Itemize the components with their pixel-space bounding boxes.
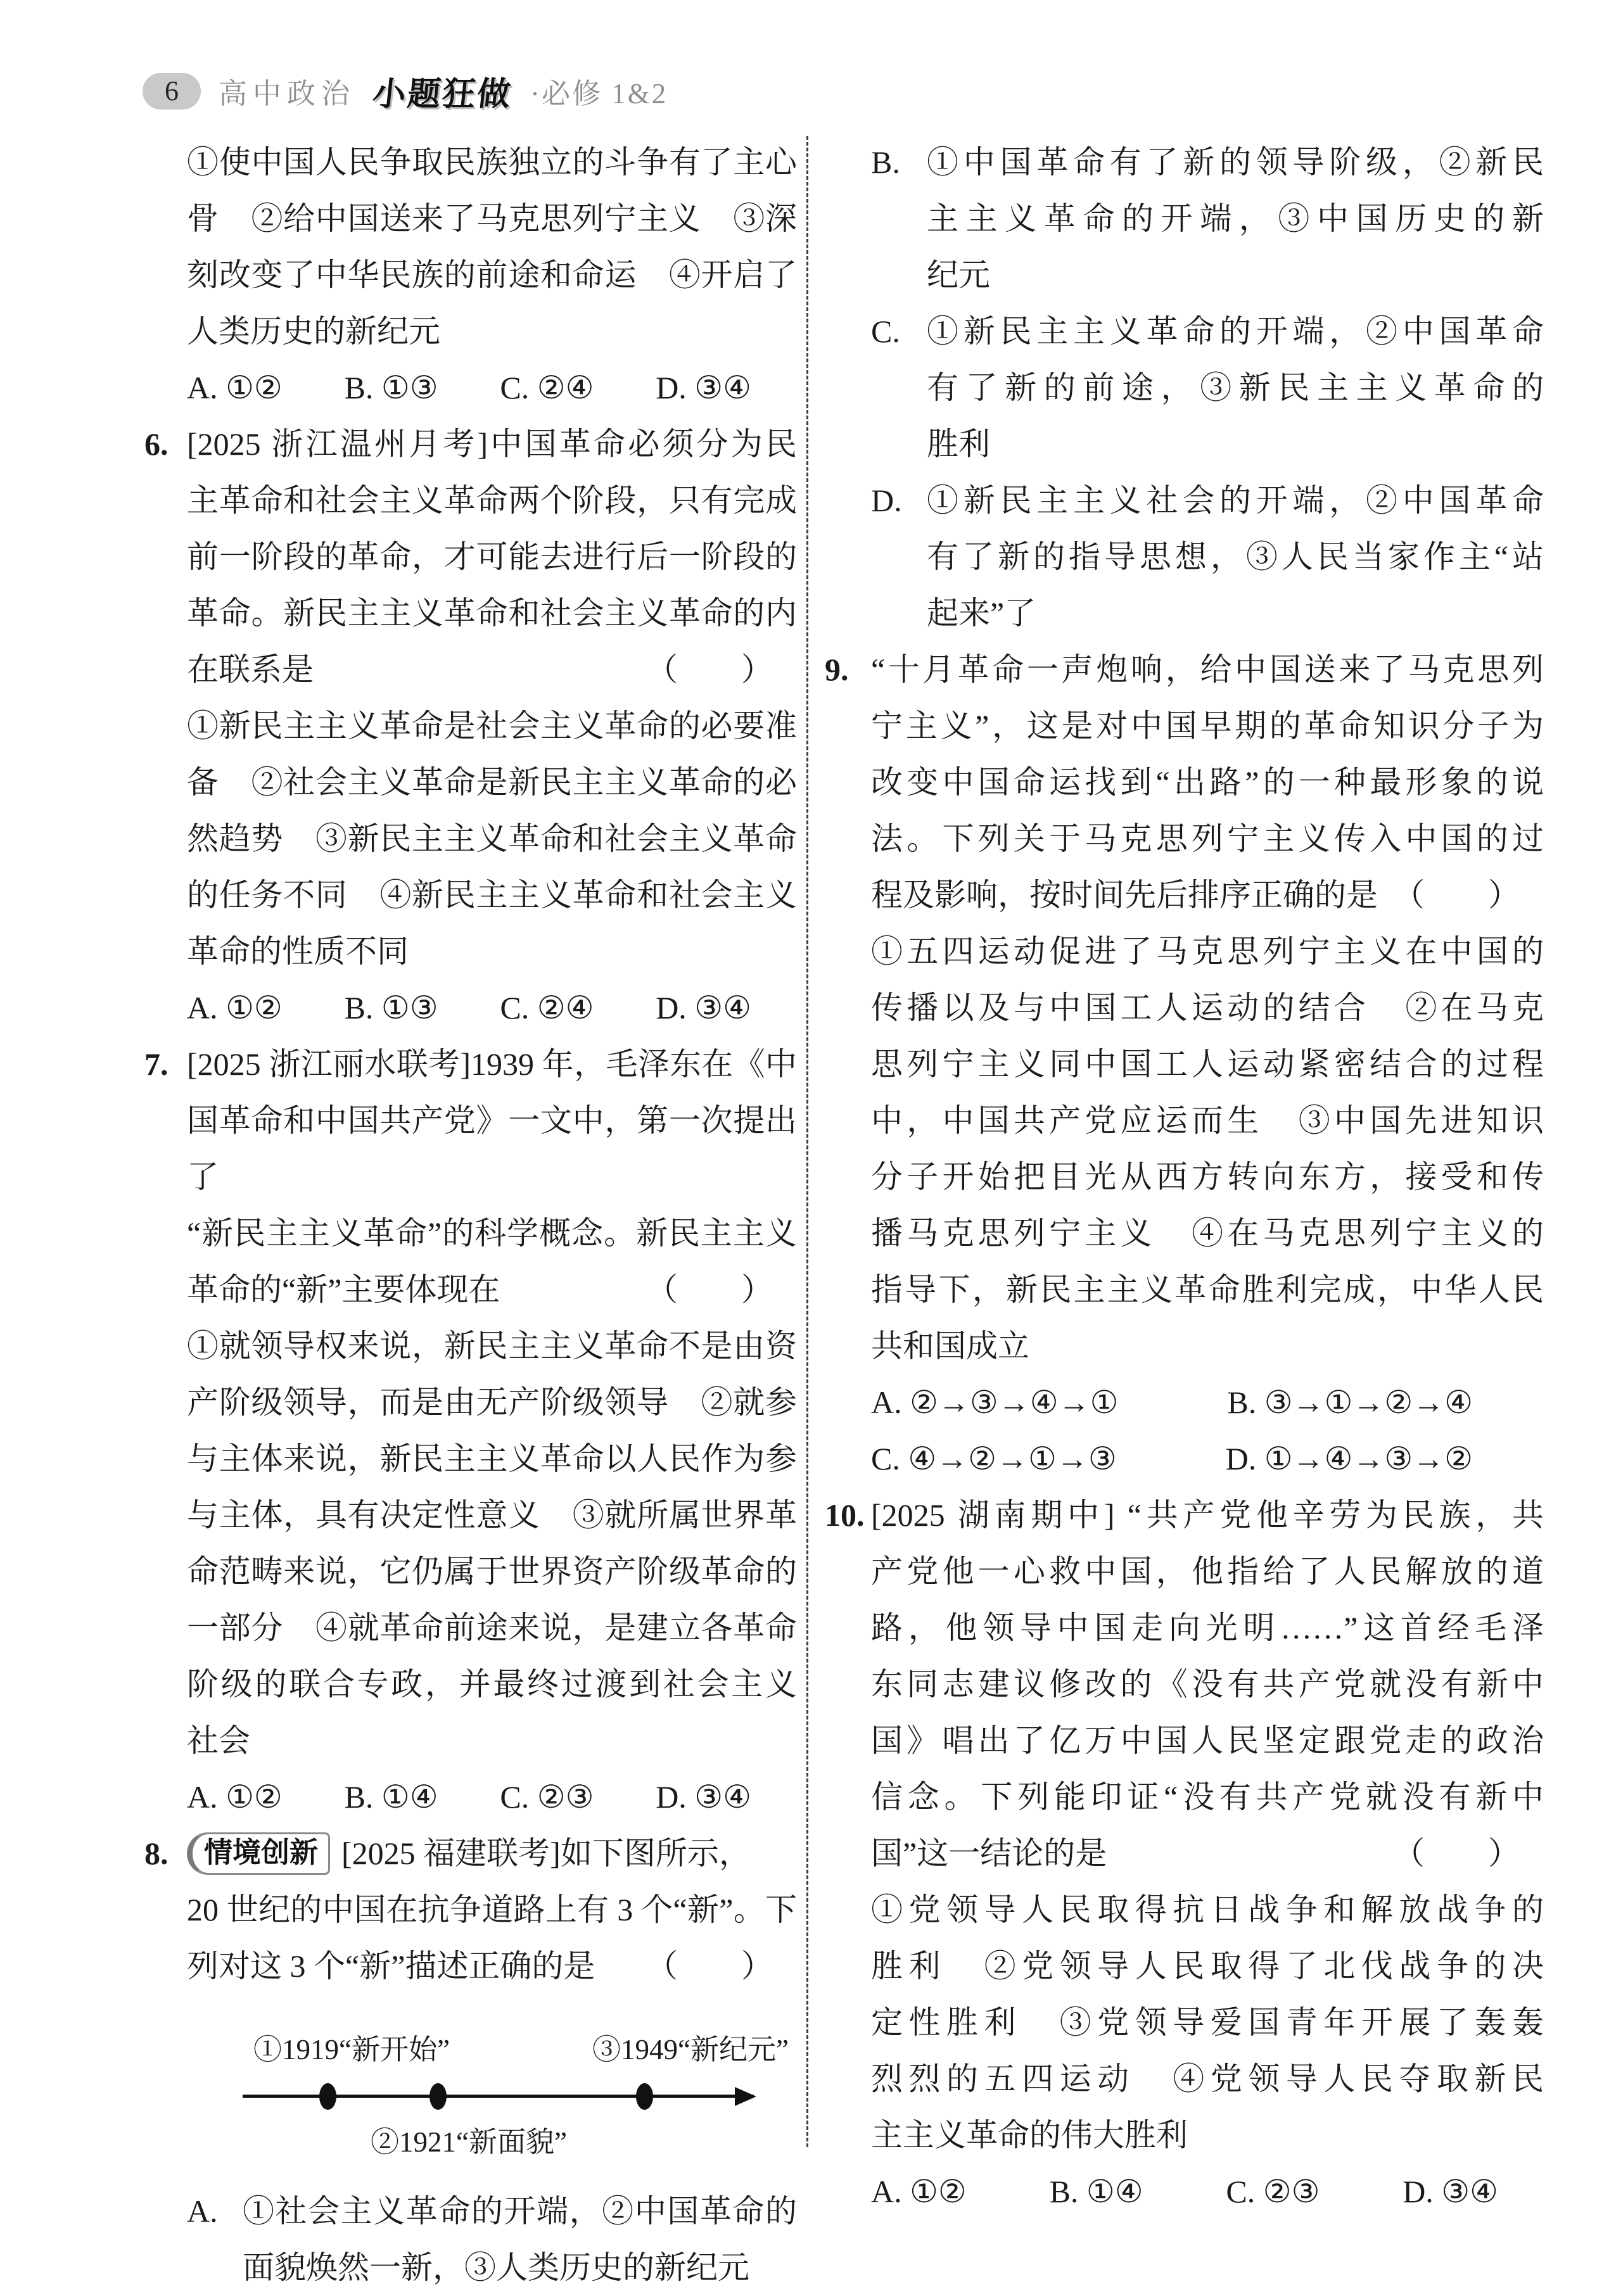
question-10 [825, 1487, 1544, 2220]
question-8 [144, 1825, 797, 2296]
text-line [871, 867, 1544, 923]
text-line: 革命的性质不同 [187, 934, 409, 969]
question-number: 6. [144, 426, 169, 462]
question-body [187, 416, 797, 1036]
question-body [871, 642, 1544, 1487]
option-block-b [871, 134, 1544, 303]
text-line: 骨 ②给中国送来了马克思列宁主义 ③深 [187, 201, 797, 236]
option-b: B. ③→①→②→④ [1227, 1385, 1473, 1420]
text-line [187, 642, 797, 698]
option-body [927, 303, 1544, 473]
option-c: C. ④→②→①→③ [871, 1441, 1117, 1476]
timeline-dot-1919 [319, 2083, 336, 2110]
answer-blank: （ ） [646, 652, 773, 687]
column-divider [806, 136, 808, 2147]
timeline-label-1919: ①1919“新开始” [253, 2034, 450, 2065]
timeline-figure [187, 1998, 797, 2183]
text-line: ①新民主主义革命的开端，②中国革命 [927, 314, 1544, 349]
option-a: A. ②→③→④→① [871, 1385, 1119, 1420]
answer-options-row [187, 1769, 797, 1825]
text-line: 分子开始把目光从西方转向东方，接受和传 [871, 1159, 1544, 1195]
answer-blank: （ ） [646, 1272, 773, 1307]
text-line: 刻改变了中华民族的前途和命运 ④开启了 [187, 257, 797, 293]
text-line: 胜利 [927, 426, 990, 462]
option-c: C. ②④ [500, 370, 594, 405]
text-line: ①新民主主义革命是社会主义革命的必要准 [187, 708, 797, 744]
text-line: 起来”了 [927, 595, 1036, 631]
answer-blank: （ ） [646, 1948, 773, 1984]
question-number: 10. [825, 1497, 865, 1533]
option-body [927, 473, 1544, 642]
stem-tail: 在联系是 [187, 652, 314, 687]
timeline-label-1921: ②1921“新面貌” [371, 2126, 567, 2158]
text-line: 有了新的指导思想，③人民当家作主“站 [927, 539, 1544, 574]
option-letter: C. [871, 314, 900, 349]
page-header [143, 67, 668, 115]
stem-head: [2025 福建联考]如下图所示， [341, 1836, 751, 1871]
text-line: 传播以及与中国工人运动的结合 ②在马克 [871, 990, 1544, 1025]
question-8-options [871, 134, 1544, 642]
question-body [871, 1487, 1544, 2220]
question-number: 9. [825, 652, 849, 687]
text-line: 主主义革命的开端，③中国历史的新 [927, 201, 1544, 236]
text-line: ①新民主主义社会的开端，②中国革命 [927, 483, 1544, 518]
text-line: 阶级的联合专政，并最终过渡到社会主义 [187, 1666, 797, 1702]
text-line: 有了新的前途，③新民主主义革命的 [927, 370, 1544, 405]
text-line: 然趋势 ③新民主主义革命和社会主义革命 [187, 821, 797, 856]
stem-tail: 革命的“新”主要体现在 [187, 1272, 500, 1307]
text-line: 产阶级领导，而是由无产阶级领导 ②就参 [187, 1385, 797, 1420]
text-line: 国革命和中国共产党》一文中，第一次提出了 [187, 1103, 797, 1195]
text-line: 面貌焕然一新，③人类历史的新纪元 [243, 2250, 749, 2285]
option-body [243, 2183, 797, 2296]
option-block-c [871, 303, 1544, 473]
option-d: D. ③④ [656, 1779, 751, 1815]
text-line: ①社会主义革命的开端，②中国革命的 [243, 2193, 797, 2229]
text-line: “十月革命一声炮响，给中国送来了马克思列 [871, 652, 1544, 687]
page-number-badge [143, 73, 201, 110]
timeline-dot-1949 [636, 2083, 653, 2110]
text-line: 播马克思列宁主义 ④在马克思列宁主义的 [871, 1215, 1544, 1251]
text-line: ①五四运动促进了马克思列宁主义在中国的 [871, 934, 1544, 969]
text-line: ①就领导权来说，新民主主义革命不是由资 [187, 1328, 797, 1364]
option-block-a [187, 2183, 797, 2296]
text-line: 命范畴来说，它仍属于世界资产阶级革命的 [187, 1554, 797, 1589]
text-line: 革命。新民主主义革命和社会主义革命的内 [187, 595, 797, 631]
text-line: 一部分 ④就革命前途来说，是建立各革命 [187, 1610, 797, 1646]
text-line: 与主体来说，新民主主义革命以人民作为参 [187, 1441, 797, 1476]
text-line: 备 ②社会主义革命是新民主主义革命的必 [187, 764, 797, 800]
timeline-axis [243, 2095, 754, 2098]
option-c: C. ②④ [500, 990, 594, 1025]
option-a: A. ①② [187, 990, 283, 1025]
text-line: 路，他领导中国走向光明……”这首经毛泽 [871, 1610, 1544, 1646]
text-line: 思列宁主义同中国工人运动紧密结合的过程 [871, 1046, 1544, 1082]
text-line: 法。下列关于马克思列宁主义传入中国的过 [871, 821, 1544, 856]
text-line: 中，中国共产党应运而生 ③中国先进知识 [871, 1103, 1544, 1138]
text-line: 与主体，具有决定性意义 ③就所属世界革 [187, 1497, 797, 1533]
option-a: A. ①② [871, 2174, 967, 2209]
brand-logo: 小题狂做 [371, 75, 514, 113]
text-line: 国》唱出了亿万中国人民坚定跟党走的政治 [871, 1723, 1544, 1758]
text-line: [2025 浙江丽水联考]1939 年，毛泽东在《中 [187, 1046, 797, 1082]
text-line: “新民主主义革命”的科学概念。新民主主义 [187, 1215, 797, 1251]
text-line: ①使中国人民争取民族独立的斗争有了主心 [187, 144, 797, 180]
text-line: 社会 [187, 1723, 250, 1758]
text-line [187, 1262, 797, 1318]
question-number: 8. [144, 1836, 169, 1871]
option-letter: B. [871, 144, 900, 180]
text-line: 东同志建议修改的《没有共产党就没有新中 [871, 1666, 1544, 1702]
option-a: A. ①② [187, 370, 283, 405]
text-line: 烈烈的五四运动 ④党领导人民夺取新民 [871, 2061, 1544, 2096]
text-line: 主主义革命的伟大胜利 [871, 2117, 1188, 2153]
text-line: 前一阶段的革命，才可能去进行后一阶段的 [187, 539, 797, 574]
text-line: 改变中国命运找到“出路”的一种最形象的说 [871, 764, 1544, 800]
stem-tail: 列对这 3 个“新”描述正确的是 [187, 1948, 595, 1984]
stem-tail: 国”这一结论的是 [871, 1836, 1107, 1871]
text-line: 胜利 ②党领导人民取得了北伐战争的决 [871, 1948, 1544, 1984]
header-subject: 高中政治 [219, 78, 356, 110]
stem-tail: 程及影响，按时间先后排序正确的是 [871, 877, 1378, 913]
option-d: D. ③④ [656, 990, 751, 1025]
text-line: [2025 湖南期中] “共产党他辛劳为民族，共 [871, 1497, 1544, 1533]
question-7 [144, 1036, 797, 1825]
text-line: 20 世纪的中国在抗争道路上有 3 个“新”。下 [187, 1892, 797, 1927]
text-line: ①中国革命有了新的领导阶级，②新民 [927, 144, 1544, 180]
answer-blank: （ ） [1393, 1836, 1520, 1871]
carry-over-items [187, 134, 797, 416]
option-c: C. ②③ [1226, 2174, 1320, 2209]
option-b: B. ①④ [1049, 2174, 1143, 2209]
text-line: 产党他一心救中国，他指给了人民解放的道 [871, 1554, 1544, 1589]
text-line: 宁主义”，这是对中国早期的革命知识分子为 [871, 708, 1544, 744]
text-line: 主革命和社会主义革命两个阶段，只有完成 [187, 483, 797, 518]
text-line: ①党领导人民取得抗日战争和解放战争的 [871, 1892, 1544, 1927]
page-number: 6 [165, 75, 179, 106]
option-b: B. ①③ [344, 370, 438, 405]
text-line [187, 1825, 797, 1882]
question-6 [144, 416, 797, 1036]
right-column [825, 134, 1544, 2220]
text-line: 纪元 [927, 257, 990, 293]
option-body [927, 134, 1544, 303]
answer-options-row [187, 980, 797, 1036]
timeline-dot-1921 [429, 2083, 447, 2110]
answer-options-row [871, 2164, 1544, 2220]
text-line: 的任务不同 ④新民主主义革命和社会主义 [187, 877, 797, 913]
question-body [187, 1036, 797, 1825]
answer-options-row [871, 1374, 1544, 1431]
option-letter: A. [187, 2193, 218, 2229]
header-edition: ·必修 1&2 [530, 78, 668, 110]
context-innovation-badge: 情境创新 [187, 1832, 330, 1874]
text-line: 定性胜利 ③党领导爱国青年开展了轰轰 [871, 2005, 1544, 2040]
left-column [144, 134, 797, 2296]
text-line: 信念。下列能印证“没有共产党就没有新中 [871, 1779, 1544, 1815]
text-line: 共和国成立 [871, 1328, 1029, 1364]
answer-blank: （ ） [1393, 877, 1520, 913]
option-d: D. ③④ [656, 370, 751, 405]
option-d: D. ①→④→③→② [1225, 1441, 1473, 1476]
text-line [187, 1938, 797, 1995]
text-line: 指导下，新民主主义革命胜利完成，中华人民 [871, 1272, 1544, 1307]
text-line [871, 1825, 1544, 1882]
option-a: A. ①② [187, 1779, 283, 1815]
option-b: B. ①④ [344, 1779, 438, 1815]
option-block-d [871, 473, 1544, 642]
arrow-right-icon [735, 2087, 756, 2106]
option-b: B. ①③ [344, 990, 438, 1025]
question-body [187, 1825, 797, 2296]
text-line: 人类历史的新纪元 [187, 314, 440, 349]
text-line: [2025 浙江温州月考]中国革命必须分为民 [187, 426, 797, 462]
timeline-label-1949: ③1949“新纪元” [592, 2034, 789, 2065]
option-letter: D. [871, 483, 902, 518]
question-9 [825, 642, 1544, 1487]
question-number: 7. [144, 1046, 169, 1082]
option-d: D. ③④ [1403, 2174, 1498, 2209]
answer-options-row [187, 360, 797, 416]
option-c: C. ②③ [500, 1779, 594, 1815]
answer-options-row [871, 1431, 1544, 1487]
